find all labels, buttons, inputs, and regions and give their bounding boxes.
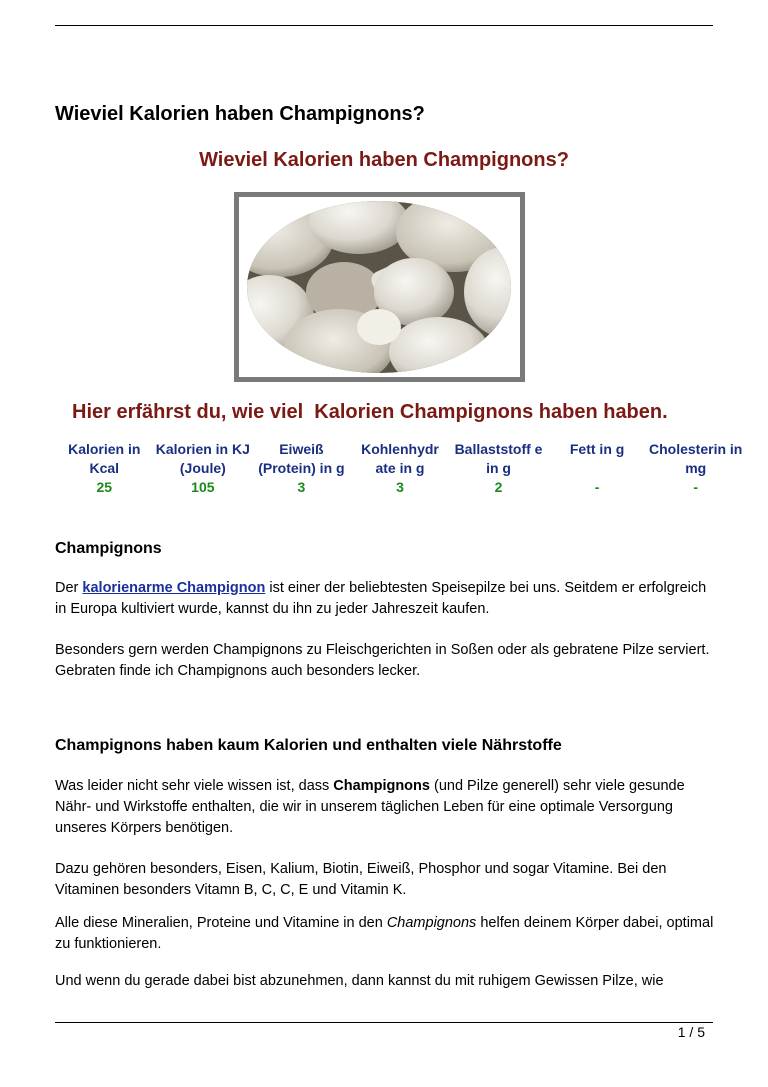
section-heading-nutrients: Champignons haben kaum Kalorien und enthalten viele Nährstoffe (55, 737, 562, 754)
paragraph-bold-text: Champignons (333, 778, 430, 794)
table-value-cell: 3 (297, 479, 306, 495)
paragraph-text: Alle diese Mineralien, Proteine und Vitamine in den (55, 915, 387, 931)
page-title: Wieviel Kalorien haben Champignons? (55, 103, 425, 125)
paragraph-text: Der (55, 580, 83, 596)
table-header-cell: Cholesterin in mg (649, 441, 743, 476)
page-number: 1 / 5 (677, 1024, 705, 1040)
paragraph-intro (55, 578, 715, 620)
nutrition-table (55, 440, 745, 497)
paragraph-text: helfen deinem Körper dabei, optimal zu funktionieren. (55, 915, 714, 952)
table-row (55, 478, 745, 497)
paragraph-minerals: Dazu gehören besonders, Eisen, Kalium, Biotin, Eiweiß, Phosphor und sogar Vitamine. Bei den Vitaminen besonders Vitamn B, C, C, E und Vitamin K. (55, 861, 667, 898)
table-header-cell: Ballaststoff e in g (454, 441, 543, 476)
table-header-cell: Kohlenhydr ate in g (361, 441, 439, 476)
table-value-cell: 25 (96, 479, 113, 495)
mushroom-photo (239, 197, 520, 377)
paragraph-italic-text: Champignons (386, 915, 477, 931)
paragraph-text: Was leider nicht sehr viele wissen ist, dass (55, 778, 334, 794)
kalorienarme-champignon-link[interactable]: kalorienarme Champignon (82, 580, 266, 596)
table-value-cell: - (693, 479, 699, 495)
table-value-cell: 3 (396, 479, 404, 495)
table-header-cell: Fett in g (569, 441, 625, 457)
table-value-cell: 105 (191, 479, 215, 495)
table-value-cell: - (594, 479, 600, 495)
intro-tagline: Hier erfährst du, wie viel Kalorien Champignons haben haben. (72, 401, 668, 423)
article-subtitle: Wieviel Kalorien haben Champignons? (199, 149, 569, 171)
mushroom-photo-frame (234, 192, 525, 382)
table-header-cell: Kalorien in Kcal (68, 441, 141, 476)
paragraph-text: (und Pilze generell) sehr viele gesunde Nähr- und Wirkstoffe enthalten, die wir in unserem täglichen Leben für eine optimale Versorgung unseres Körpers benötigen. (55, 778, 685, 836)
table-header-cell: Kalorien in KJ (Joule) (155, 441, 250, 476)
paragraph-serving: Besonders gern werden Champignons zu Fleischgerichten in Soßen oder als gebratene Pilze serviert. Gebraten finde ich Champignons auch besonders lecker. (55, 642, 710, 679)
table-header-row (55, 440, 745, 478)
paragraph-text: ist einer der beliebtesten Speisepilze bei uns. Seitdem er erfolgreich in Europa kultiviert wurde, kannst du ihn zu jeder Jahreszeit kaufen. (55, 580, 707, 617)
table-header-cell: Eiweiß (Protein) in g (258, 441, 345, 476)
paragraph-function (55, 913, 715, 955)
section-heading-champignons: Champignons (55, 540, 162, 557)
table-value-cell: 2 (494, 479, 503, 495)
header-rule (55, 25, 713, 26)
paragraph-nutrients (55, 776, 715, 839)
footer-rule (55, 1022, 713, 1023)
mushroom-illustration (239, 197, 520, 377)
paragraph-diet: Und wenn du gerade dabei bist abzunehmen, dann kannst du mit ruhigem Gewissen Pilze, wie (55, 973, 664, 989)
